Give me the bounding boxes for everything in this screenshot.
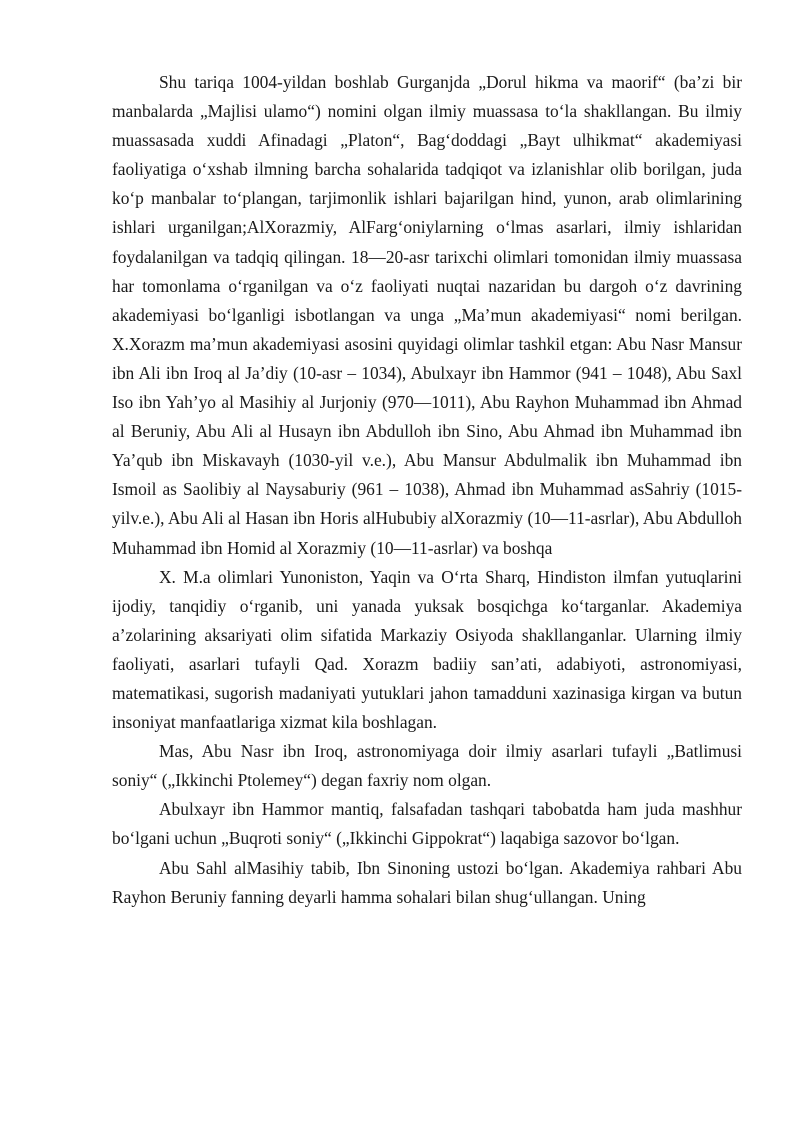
paragraph-academy-achievements: X. M.a olimlari Yunoniston, Yaqin va O‘rta Sharq, Hindiston ilmfan yutuqlarini ijodiy, tanqidiy o‘rganib, uni yanada yuksak bosqichga ko‘targanlar. Akademiya a’zolarining aksariyati olim sifatida Markaziy Osiyoda shakllanganlar. Ularning ilmiy faoliyati, asarlari tufayli Qad. Xorazm badiiy san’ati, adabiyoti, astronomiyasi, matematikasi, sugorish madaniyati yutuklari jahon tamadduni xazinasiga kirgan va butun insoniyat manfaatlariga xizmat kila boshlagan.: [112, 566, 742, 733]
paragraph-ibn-hammor: Abulxayr ibn Hammor mantiq, falsafadan tashqari tabobatda ham juda mashhur bo‘lgani uchun „Buqroti soniy“ („Ikkinchi Gippokrat“) laqabiga sazovor bo‘lgan.: [112, 799, 742, 849]
paragraph-al-masihiy: Abu Sahl alMasihiy tabib, Ibn Sinoning ustozi bo‘lgan. Akademiya rahbari Abu Rayhon Beruniy fanning deyarli hamma sohalari bilan shug‘ullangan. Uning: [112, 857, 742, 907]
paragraph-ibn-iroq: Mas, Abu Nasr ibn Iroq, astronomiyaga doir ilmiy asarlari tufayli „Batlimusi soniy“ („Ikkinchi Ptolemey“) degan faxriy nom olgan.: [112, 741, 742, 791]
paragraph-academy-founding: Shu tariqa 1004-yildan boshlab Gurganjda „Dorul hikma va maorif“ (ba’zi bir manbalarda „Majlisi ulamo“) nomini olgan ilmiy muassasa to‘la shakllangan. Bu ilmiy muassasada xuddi Afinadagi „Platon“, Bag‘doddagi „Bayt ulhikmat“ akademiyasi faoliyatiga o‘xshab ilmning barcha sohalarida tadqiqot va izlanishlar olib borilgan, juda ko‘p manbalar to‘plangan, tarjimonlik ishlari bajarilgan hind, yunon, arab olimlarining ishlari urganilgan;AlXorazmiy, AlFarg‘oniylarning o‘lmas asarlari, ilmiy ishlaridan foydalanilgan va tadqiq qilingan. 18—20-asr tarixchi olimlari tomonidan ilmiy muassasa har tomonlama o‘rganilgan va o‘z faoliyati nuqtai nazaridan bu dargoh o‘z davrining akademiyasi bo‘lganligi isbotlangan va unga „Ma’mun akademiyasi“ nomi berilgan. X.Xorazm ma’mun akademiyasi asosini quyidagi olimlar tashkil etgan: Abu Nasr Mansur ibn Ali ibn Iroq al Ja’diy (10-asr – 1034), Abulxayr ibn Hammor (941 – 1048), Abu Saxl Iso ibn Yah’yo al Masihiy al Jurjoniy (970—1011), Abu Rayhon Muhammad ibn Ahmad al Beruniy, Abu Ali al Husayn ibn Abdulloh ibn Sino, Abu Ahmad ibn Muhammad ibn Ya’qub ibn Miskavayh (1030-yil v.e.), Abu Mansur Abdulmalik ibn Muhammad ibn Ismoil as Saolibiy al Naysaburiy (961 – 1038), Ahmad ibn Muhammad asSahriy (1015-yilv.e.), Abu Ali al Hasan ibn Horis alHububiy alXorazmiy (10—11-asrlar), Abu Abdulloh Muhammad ibn Homid al Xorazmiy (10—11-asrlar) va boshqa: [112, 72, 742, 558]
document-page: [112, 68, 742, 912]
